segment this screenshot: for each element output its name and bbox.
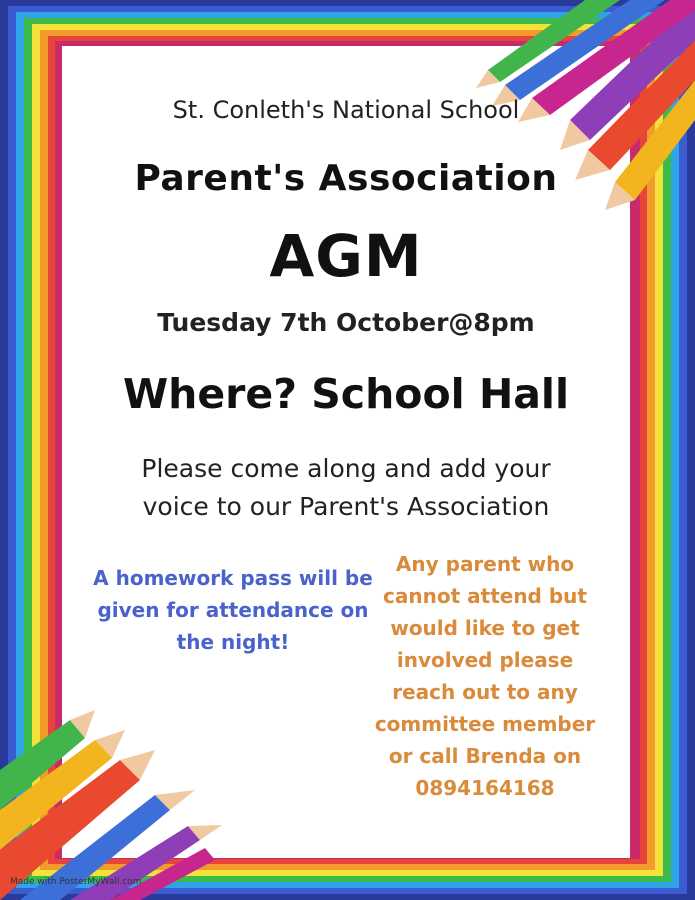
credit-text: Made with PosterMyWall.com xyxy=(10,877,142,887)
association-title: Parent's Association xyxy=(134,158,558,199)
invitation-line: Please come along and add your xyxy=(141,454,551,483)
contact-note-line: Any parent who xyxy=(395,552,575,576)
invitation-text xyxy=(62,450,630,526)
invitation-line: voice to our Parent's Association xyxy=(142,492,550,521)
contact-note-line: reach out to any xyxy=(392,680,578,704)
contact-note-line: involved please xyxy=(396,648,574,672)
contact-phone-number: 0894164168 xyxy=(415,776,555,800)
contact-note-line: committee member xyxy=(374,712,596,736)
event-location: Where? School Hall xyxy=(122,370,570,418)
contact-note xyxy=(360,548,610,804)
pencils-bottom-left-decoration xyxy=(0,700,230,900)
homework-pass-note xyxy=(78,562,388,658)
contact-note-line: or call Brenda on xyxy=(388,744,582,768)
contact-note-line: would like to get xyxy=(390,616,580,640)
homework-note-line: the night! xyxy=(176,630,290,654)
event-date-time: Tuesday 7th October@8pm xyxy=(157,308,535,337)
event-title: AGM xyxy=(269,222,423,290)
homework-note-line: given for attendance on xyxy=(97,598,369,622)
school-name: St. Conleth's National School xyxy=(172,96,520,124)
homework-note-line: A homework pass will be xyxy=(93,566,373,590)
contact-note-line: cannot attend but xyxy=(383,584,587,608)
